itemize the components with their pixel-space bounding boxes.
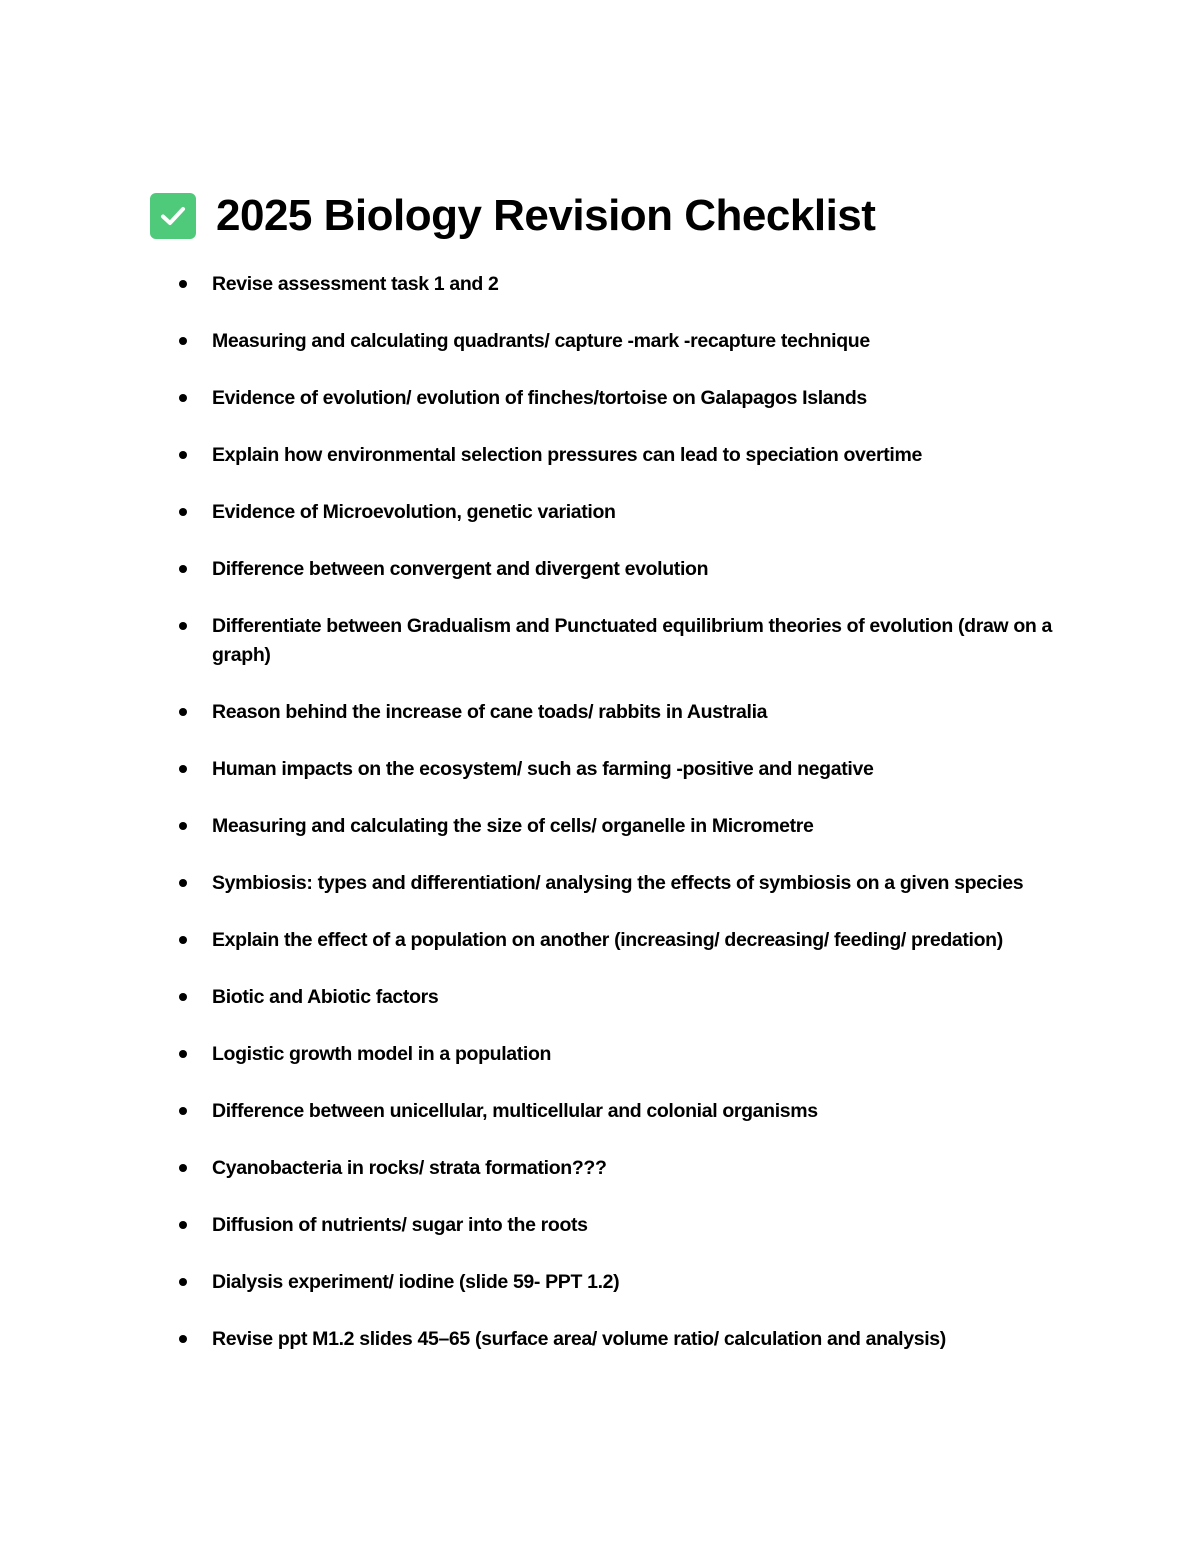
checklist-item (178, 1154, 1068, 1183)
checklist-item (178, 441, 1068, 470)
checklist-item-text: Differentiate between Gradualism and Punctuated equilibrium theories of evolution (draw on a graph) (212, 615, 1053, 666)
checklist-item-text: Evidence of Microevolution, genetic variation (212, 501, 616, 523)
checklist-item (178, 755, 1068, 784)
checklist-item (178, 1268, 1068, 1297)
bullet-icon (179, 879, 187, 887)
checklist-item-text: Explain how environmental selection pressures can lead to speciation overtime (212, 444, 922, 466)
checklist-item-text: Dialysis experiment/ iodine (slide 59- PPT 1.2) (212, 1270, 620, 1293)
bullet-icon (179, 451, 187, 459)
checklist-item-text: Cyanobacteria in rocks/ strata formation??? (212, 1156, 607, 1179)
bullet-icon (179, 765, 187, 773)
bullet-icon (179, 1050, 187, 1058)
checklist-item-text: Revise assessment task 1 and 2 (212, 273, 499, 295)
checklist-item-text: Measuring and calculating quadrants/ capture -mark -recapture technique (212, 330, 870, 352)
checklist-item-text: Evidence of evolution/ evolution of finches/tortoise on Galapagos Islands (212, 387, 867, 409)
checklist-item (178, 812, 1068, 841)
checklist-item-text: Revise ppt M1.2 slides 45–65 (surface area/ volume ratio/ calculation and analysis) (212, 1327, 946, 1350)
bullet-icon (179, 280, 187, 288)
bullet-icon (179, 1164, 187, 1172)
bullet-icon (179, 936, 187, 944)
bullet-icon (179, 1107, 187, 1115)
checklist-item-text: Diffusion of nutrients/ sugar into the roots (212, 1213, 588, 1236)
bullet-icon (179, 337, 187, 345)
page-title: 2025 Biology Revision Checklist (216, 191, 876, 240)
revision-checklist (178, 270, 1068, 1382)
checklist-item (178, 698, 1068, 727)
checklist-item-text: Logistic growth model in a population (212, 1042, 552, 1065)
check-mark-glyph (156, 199, 190, 233)
bullet-icon (179, 508, 187, 516)
bullet-icon (179, 565, 187, 573)
checklist-item (178, 1325, 1068, 1354)
checklist-item (178, 555, 1068, 584)
checklist-item-text: Biotic and Abiotic factors (212, 985, 439, 1008)
bullet-icon (179, 1278, 187, 1286)
checklist-item (178, 327, 1068, 356)
checklist-item (178, 1040, 1068, 1069)
checklist-item (178, 384, 1068, 413)
bullet-icon (179, 1221, 187, 1229)
check-mark-button-icon (150, 193, 196, 239)
bullet-icon (179, 708, 187, 716)
bullet-icon (179, 1335, 187, 1343)
checklist-item-text: Reason behind the increase of cane toads/ rabbits in Australia (212, 700, 768, 723)
checklist-item (178, 270, 1068, 299)
checklist-item-text: Measuring and calculating the size of cells/ organelle in Micrometre (212, 814, 814, 837)
checklist-item (178, 1211, 1068, 1240)
checklist-item (178, 869, 1068, 898)
checklist-item (178, 612, 1068, 669)
checklist-item-text: Human impacts on the ecosystem/ such as farming -positive and negative (212, 757, 874, 780)
checklist-item (178, 983, 1068, 1012)
checklist-item (178, 1097, 1068, 1126)
bullet-icon (179, 622, 187, 630)
checklist-item-text: Difference between convergent and divergent evolution (212, 558, 709, 580)
checklist-item (178, 926, 1068, 955)
checklist-item-text: Difference between unicellular, multicellular and colonial organisms (212, 1099, 818, 1122)
bullet-icon (179, 394, 187, 402)
checklist-item-text: Symbiosis: types and differentiation/ analysing the effects of symbiosis on a given species (212, 871, 1024, 894)
bullet-icon (179, 993, 187, 1001)
checklist-item-text: Explain the effect of a population on another (increasing/ decreasing/ feeding/ predation) (212, 928, 1003, 951)
checklist-item (178, 498, 1068, 527)
bullet-icon (179, 822, 187, 830)
title-row (150, 190, 875, 242)
